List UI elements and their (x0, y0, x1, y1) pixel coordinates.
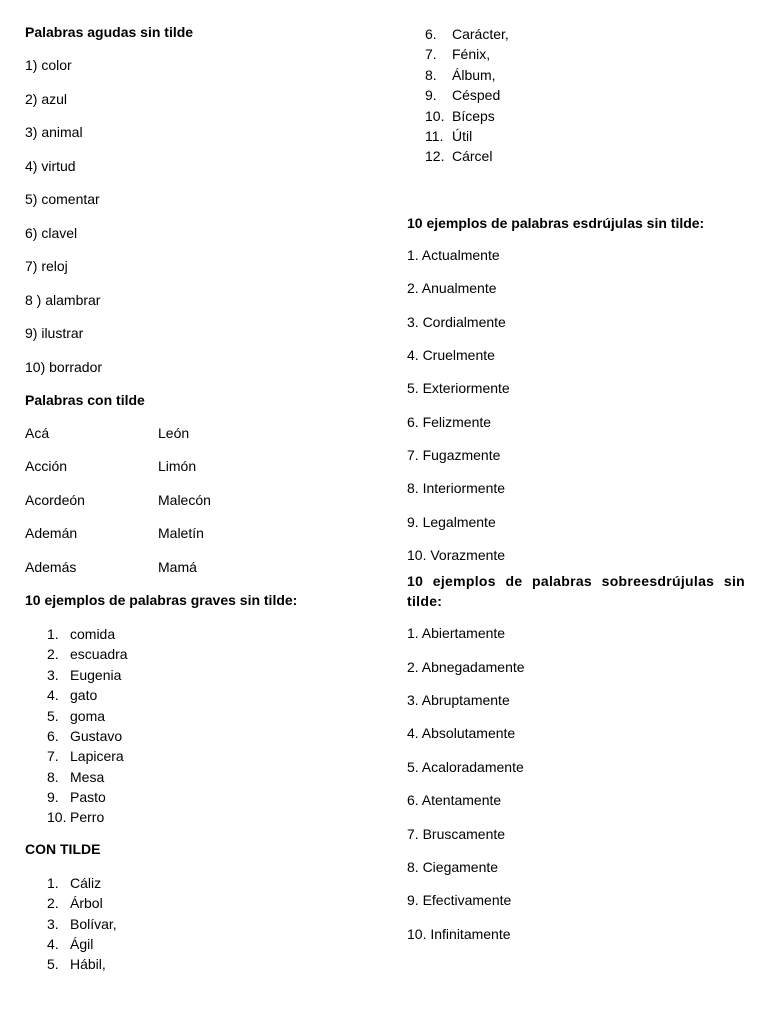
esdrujulas-heading: 10 ejemplos de palabras esdrújulas sin tilde: (407, 214, 705, 231)
list-item (425, 146, 745, 166)
item-text: Bíceps (452, 107, 495, 124)
list-item (425, 24, 745, 44)
list-item (25, 914, 365, 934)
list-item (425, 85, 745, 105)
list-item (25, 685, 365, 705)
list-item (25, 624, 365, 644)
word-cell: Mamá (158, 558, 197, 575)
list-item: 4. Cruelmente (407, 346, 495, 363)
list-item (25, 706, 365, 726)
list-item (425, 65, 745, 85)
list-item: 7. Fugazmente (407, 447, 501, 464)
list-item: 1. Abiertamente (407, 625, 506, 642)
item-text: Cárcel (452, 148, 493, 165)
list-item (25, 746, 365, 766)
list-item: 9) ilustrar (25, 325, 84, 341)
list-item: 6) clavel (25, 224, 78, 241)
word-cell: Maletín (158, 525, 204, 542)
list-item: 8. Ciegamente (407, 858, 499, 875)
list-item (425, 44, 745, 64)
list-item: 6. Atentamente (407, 792, 502, 809)
list-item: 1) color (25, 57, 72, 73)
item-text: gato (70, 687, 98, 704)
item-number: 7. (425, 46, 437, 63)
list-item: 4) virtud (25, 157, 76, 174)
item-number: 3. (47, 915, 59, 932)
item-number: 10. (47, 809, 67, 826)
item-text: Pasto (70, 789, 106, 806)
item-text: Útil (452, 127, 473, 144)
list-item: 5) comentar (25, 191, 100, 207)
item-text: Carácter, (452, 26, 509, 42)
word-cell: Malecón (158, 491, 211, 508)
item-number: 1. (47, 874, 59, 891)
item-number: 8. (425, 66, 437, 83)
item-number: 4. (47, 687, 59, 704)
item-text: Perro (70, 809, 105, 826)
graves-heading: 10 ejemplos de palabras graves sin tilde: (25, 591, 298, 608)
table-row (25, 458, 365, 491)
item-number: 10. (425, 107, 445, 124)
left-column (25, 24, 365, 975)
list-item: 2. Anualmente (407, 280, 497, 297)
item-text: Fénix, (452, 46, 491, 63)
list-item (25, 807, 365, 827)
item-number: 5. (47, 707, 59, 724)
item-text: Mesa (70, 768, 105, 785)
list-item: 3. Abruptamente (407, 692, 510, 709)
item-number: 11. (425, 127, 444, 144)
list-item: 2) azul (25, 90, 68, 107)
item-number: 9. (47, 789, 59, 806)
list-item (25, 954, 365, 974)
list-item: 8 ) alambrar (25, 291, 101, 308)
right-column (407, 24, 745, 959)
list-item: 9. Legalmente (407, 513, 496, 530)
list-item (25, 665, 365, 685)
item-text: escuadra (70, 646, 128, 663)
list-item: 2. Abnegadamente (407, 658, 525, 675)
graves-list (25, 624, 365, 828)
item-text: Árbol (70, 895, 103, 912)
item-text: Álbum, (452, 66, 496, 83)
sobreesdrujulas-list (407, 625, 745, 959)
list-item (425, 106, 745, 126)
word-cell: Ademán (25, 525, 78, 542)
item-number: 9. (425, 87, 437, 104)
word-cell: Limón (158, 458, 197, 475)
table-row (25, 492, 365, 525)
list-item (25, 873, 365, 893)
item-number: 3. (47, 666, 59, 683)
item-text: Cáliz (70, 874, 102, 891)
sobreesdrujulas-heading: 10 ejemplos de palabras sobreesdrújulas sin tilde: (407, 573, 745, 610)
list-item: 5. Exteriormente (407, 380, 510, 397)
list-item: 7) reloj (25, 258, 68, 274)
item-text: Hábil, (70, 956, 106, 973)
word-cell: Acá (25, 425, 50, 441)
con-tilde-continued-list (407, 24, 745, 167)
list-item: 4. Absolutamente (407, 725, 516, 742)
item-text: Gustavo (70, 727, 123, 744)
list-item (25, 893, 365, 913)
list-item: 3. Cordialmente (407, 313, 506, 330)
list-item (25, 767, 365, 787)
item-number: 7. (47, 748, 59, 765)
item-number: 6. (47, 727, 59, 744)
con-tilde-list (25, 873, 365, 975)
item-number: 12. (425, 148, 445, 165)
word-cell: Acción (25, 458, 68, 475)
item-number: 8. (47, 768, 59, 785)
table-row (25, 559, 365, 592)
table-row (25, 425, 365, 458)
item-text: Ágil (70, 936, 94, 953)
item-number: 2. (47, 646, 59, 663)
con-tilde-heading: Palabras con tilde (25, 392, 145, 408)
item-number: 4. (47, 936, 59, 953)
item-text: Lapicera (70, 748, 124, 765)
item-text: Césped (452, 87, 501, 104)
list-item: 10. Vorazmente (407, 547, 506, 564)
list-item: 6. Felizmente (407, 413, 492, 430)
esdrujulas-list (407, 247, 745, 572)
list-item: 1. Actualmente (407, 246, 500, 263)
list-item: 10) borrador (25, 358, 103, 375)
item-number: 1. (47, 625, 59, 642)
item-text: comida (70, 625, 116, 642)
con-tilde-table (25, 425, 365, 592)
agudas-list (25, 57, 365, 392)
item-text: Eugenia (70, 666, 122, 683)
agudas-heading: Palabras agudas sin tilde (25, 24, 194, 40)
list-item: 5. Acaloradamente (407, 758, 524, 775)
table-row (25, 525, 365, 558)
item-number: 2. (47, 895, 59, 912)
word-cell: León (158, 425, 190, 441)
list-item: 10. Infinitamente (407, 925, 511, 942)
list-item (425, 126, 745, 146)
list-item (25, 644, 365, 664)
item-text: goma (70, 707, 106, 724)
con-tilde-caps-heading: CON TILDE (25, 840, 101, 857)
item-text: Bolívar, (70, 915, 117, 932)
list-item: 7. Bruscamente (407, 825, 506, 842)
list-item: 9. Efectivamente (407, 892, 512, 909)
list-item: 3) animal (25, 124, 83, 140)
item-number: 5. (47, 956, 59, 973)
list-item (25, 726, 365, 746)
item-number: 6. (425, 26, 437, 42)
list-item: 8. Interiormente (407, 480, 506, 497)
word-cell: Además (25, 558, 77, 575)
list-item (25, 787, 365, 807)
word-cell: Acordeón (25, 491, 85, 508)
list-item (25, 934, 365, 954)
